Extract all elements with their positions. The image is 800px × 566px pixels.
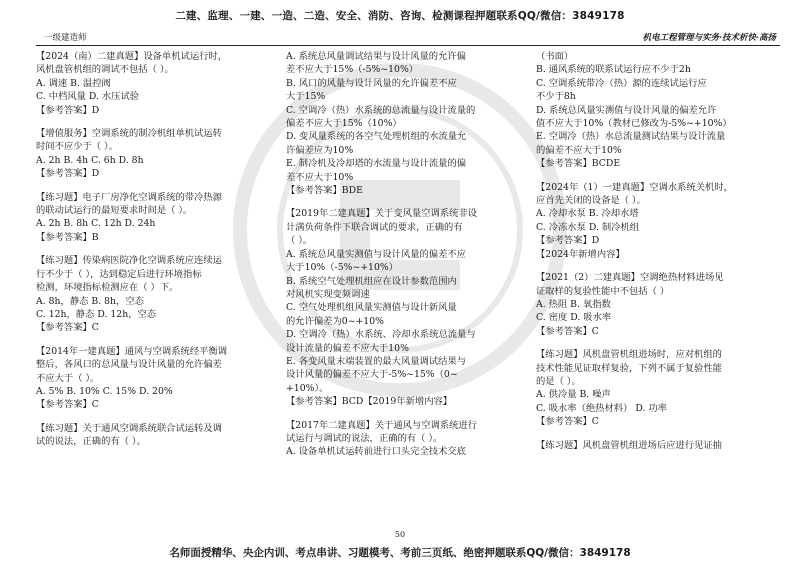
text-line: （ ）。 xyxy=(286,235,313,247)
column-right xyxy=(536,50,772,526)
text-line: 值不应大于10%（教材已修改为-5%~+10%） xyxy=(536,118,732,130)
text-line: 【参考答案】C xyxy=(36,399,99,411)
text-line: C. 吸水率（绝热材料） D. 功率 xyxy=(536,402,667,414)
text-line: 【2024年（1）一建真题】空调水系统关机时， xyxy=(536,181,733,193)
text-line: E. 制冷机及冷却塔的水流量与设计流量的偏 xyxy=(286,158,467,170)
text-line: 的联动试运行的最短要求时间是（ ）。 xyxy=(36,205,193,217)
text-line: 【练习题】风机盘管机组进场时，应对机组的 xyxy=(536,349,722,361)
text-line: 设计风量的偏差不应大于-5%~15%（0~ xyxy=(286,369,458,381)
text-line: 不少于8h xyxy=(536,91,576,103)
text-line: A. 2h B. 8h C. 12h D. 24h xyxy=(36,218,156,230)
text-line: C. 空调系统带冷（热）源的连续试运行应 xyxy=(536,77,707,89)
text-line: 【增值服务】空调系统的制冷机组单机试运转 xyxy=(36,128,222,140)
text-line: A. 调速 B. 温控阀 xyxy=(36,77,111,89)
text-line: 检测，环境指标检测应在（ ）下。 xyxy=(36,282,179,294)
top-banner: 二建、监理、一建、一造、二造、安全、消防、咨询、检测课程押题联系QQ/微信：3849178 xyxy=(175,10,625,22)
text-line: 【2024年新增内容】 xyxy=(536,248,625,260)
text-line: A. 设备单机试运转前进行口头完全技术交底 xyxy=(286,446,466,458)
text-line: 的偏差不应大于10% xyxy=(536,144,622,156)
text-line: 【参考答案】C xyxy=(536,416,599,428)
text-line: 【参考答案】BCD【2019年新增内容】 xyxy=(286,396,453,408)
text-line: 【练习题】风机盘管机组进场后应进行见证抽 xyxy=(536,439,722,451)
text-line: C. 密度 D. 吸水率 xyxy=(536,312,612,324)
text-line: A. 热阻 B. 氧指数 xyxy=(536,298,611,310)
column-left xyxy=(36,50,272,526)
text-line: A. 冷却水泵 B. 冷却水塔 xyxy=(536,208,639,220)
text-line: 应首先关闭的设备是（ ）。 xyxy=(536,195,646,207)
text-line: 许偏差应为10% xyxy=(286,144,354,156)
text-line: E. 空调冷（热）水总流量测试结果与设计流量 xyxy=(536,131,726,143)
page-body xyxy=(36,50,780,526)
text-line: 设计流量的偏差不应大于10% xyxy=(286,342,409,354)
text-line: 【参考答案】D xyxy=(36,168,100,180)
text-line: 大于10%（-5%~+10%） xyxy=(286,262,398,274)
running-head-left: 一级建造师 xyxy=(44,33,87,43)
text-line: A. 系统总风量调试结果与设计风量的允许偏 xyxy=(286,51,466,62)
text-line: 【练习题】电子厂房净化空调系统的带冷热源 xyxy=(36,191,222,203)
running-head xyxy=(36,31,780,46)
text-line: A. 8h，静态 B. 8h，空态 xyxy=(36,295,144,307)
text-line: C. 空调冷（热）水系统的总流量与设计流量的 xyxy=(286,104,476,116)
text-line: D. 系统总风量实测值与设计风量的偏差允许 xyxy=(536,104,717,116)
text-line: B. 风口的风量与设计风量的允许偏差不应 xyxy=(286,77,457,89)
text-line: 【2017年二建真题】关于通风与空调系统进行 xyxy=(286,419,478,431)
text-line: 试的说法，正确的有（ ）。 xyxy=(36,436,146,448)
text-line: C. 12h，静态 D. 12h，空态 xyxy=(36,308,157,320)
text-line: C. 中档风量 D. 水压试验 xyxy=(36,91,140,103)
text-line: A. 供冷量 B. 噪声 xyxy=(536,389,611,401)
text-line: 【2014年一建真题】通风与空调系统经平衡调 xyxy=(36,345,228,357)
text-line: 差不应大于15%（-5%~10%） xyxy=(286,64,419,76)
text-line: 不应大于（ ）。 xyxy=(36,372,100,384)
text-line: 的是（ ）。 xyxy=(536,375,581,387)
text-line: 【练习题】传染病医院净化空调系统应连续运 xyxy=(36,255,222,267)
text-line: 【参考答案】B xyxy=(36,231,99,243)
text-line: 【参考答案】C xyxy=(536,325,599,337)
text-line: C. 空气处理机组风量实测值与设计新风量 xyxy=(286,302,457,314)
column-middle xyxy=(286,50,522,526)
text-line: 风机盘管机组的调试不包括（ ）。 xyxy=(36,64,174,76)
text-line: 整后，各风口的总风量与设计风量的允许偏差 xyxy=(36,359,222,371)
text-line: 时间不应少于（ ）。 xyxy=(36,141,118,153)
text-line: 【参考答案】BCDE xyxy=(536,158,621,170)
bottom-banner: 名师面授精华、央企内训、考点串讲、习题模考、考前三页纸、绝密押题联系QQ/微信：3849178 xyxy=(169,547,631,559)
text-line: 【练习题】关于通风空调系统联合试运转及调 xyxy=(36,422,222,434)
text-line: 【2021（2）二建真题】空调绝热材料进场见 xyxy=(536,272,724,284)
running-head-right: 机电工程管理与实务·技术析快·高扬 xyxy=(642,33,776,43)
text-line: A. 系统总风量实测值与设计风量的偏差不应 xyxy=(286,248,466,260)
text-line: D. 空调冷（热）水系统、冷却水系统总流量与 xyxy=(286,329,476,341)
text-line: 技术性能见证取样复验，下列不属于复验性能 xyxy=(536,362,722,374)
text-line: C. 冷冻水泵 D. 制冷机组 xyxy=(536,221,640,233)
text-line: 【2024（南）二建真题】设备单机试运行时， xyxy=(36,51,228,62)
text-line: 差不应大于10% xyxy=(286,171,354,183)
text-line: D. 变风量系统的各空气处理机组的水流量允 xyxy=(286,131,467,143)
text-line: 偏差不应大于15%（10%） xyxy=(286,118,402,130)
text-line: 【2019年二建真题】关于变风量空调系统非设 xyxy=(286,208,478,220)
text-line: B. 通风系统的联系试运行应不少于2h xyxy=(536,64,691,76)
text-line: +10%）。 xyxy=(286,382,329,394)
text-line: 【参考答案】BDE xyxy=(286,185,363,197)
text-line: E. 各变风量末端装置的最大风量调试结果与 xyxy=(286,355,467,367)
text-line: 【参考答案】C xyxy=(36,322,99,334)
text-line: 试运行与调试的说法，正确的有（ ）。 xyxy=(286,432,443,444)
text-line: 的允许偏差为0~+10% xyxy=(286,315,384,327)
text-line: A. 2h B. 4h C. 6h D. 8h xyxy=(36,154,144,166)
text-line: A. 5% B. 10% C. 15% D. 20% xyxy=(36,385,173,397)
text-line: 对风机实现变频调速 xyxy=(286,288,370,300)
page-number: 50 xyxy=(394,530,406,539)
text-line: 大于15% xyxy=(286,91,326,103)
text-line: 计满负荷条件下联合调试的要求，正确的有 xyxy=(286,221,463,233)
text-line: B. 系统空气处理机组应在设计参数范围内 xyxy=(286,275,457,287)
text-line: 行不少于（ ），达到稳定后进行环境指标 xyxy=(36,268,202,280)
text-line: 证取样的复验性能中不包括（ ） xyxy=(536,285,670,297)
text-line: 【参考答案】D xyxy=(36,104,100,116)
text-line: （书面） xyxy=(536,51,574,62)
text-line: 【参考答案】D xyxy=(536,235,600,247)
